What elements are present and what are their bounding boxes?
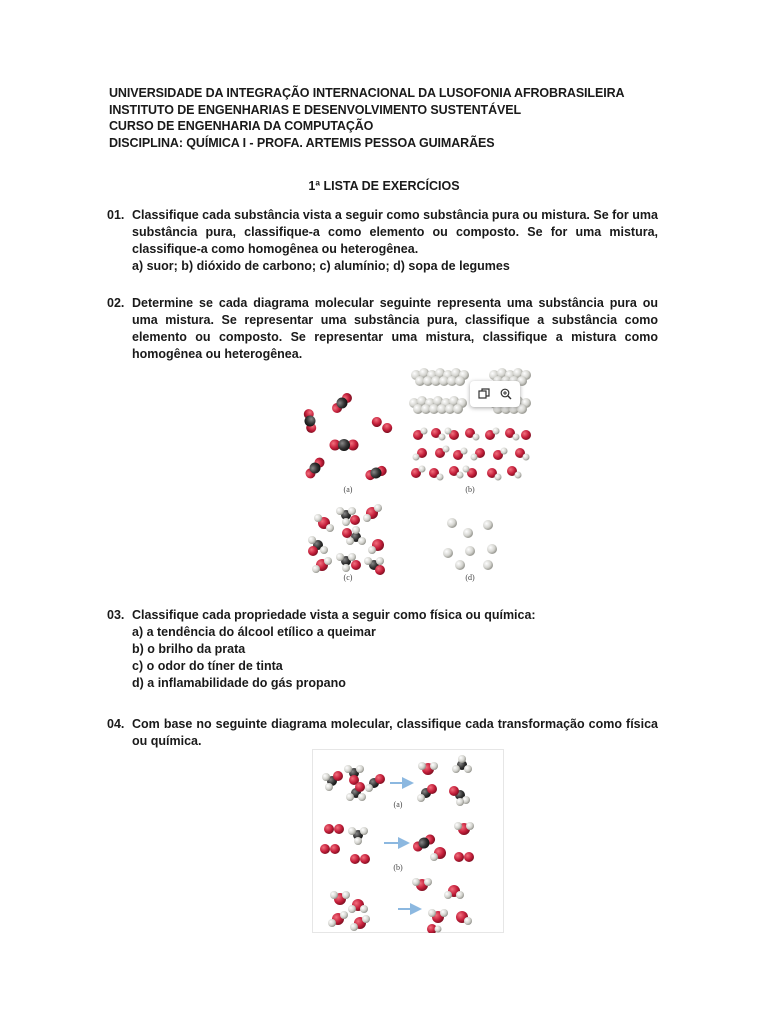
question-options: a) suor; b) dióxido de carbono; c) alumínio; d) sopa de legumes — [132, 259, 510, 273]
question-option-a: a) a tendência do álcool etílico a queimar — [132, 625, 376, 639]
question-04 — [107, 716, 658, 750]
zoom-in-icon[interactable] — [499, 387, 513, 401]
image-toolbar — [470, 381, 520, 407]
copy-icon[interactable] — [477, 387, 491, 401]
question-option-b: b) o brilho da prata — [132, 642, 246, 656]
question-02 — [107, 295, 658, 363]
question-text: Determine se cada diagrama molecular seguinte representa uma substância pura ou uma mistura. Se representar uma substância pura, classifique a substância como elemento ou composto. Se representar uma mistura, classifique a mistura como homogênea ou heterogênea. — [132, 296, 658, 361]
document-header — [109, 85, 624, 151]
question-number: 03. — [107, 608, 125, 622]
question-option-c: c) o odor do tíner de tinta — [132, 659, 283, 673]
question-03 — [107, 607, 658, 692]
panel-d — [443, 518, 497, 582]
header-university: UNIVERSIDADE DA INTEGRAÇÃO INTERNACIONAL DA LUSOFONIA AFROBRASILEIRA — [109, 86, 625, 100]
question-01 — [107, 207, 658, 275]
transformation-diagram-figure[interactable] — [312, 749, 504, 933]
panel-a — [302, 391, 394, 494]
question-number: 01. — [107, 208, 125, 222]
header-discipline: DISCIPLINA: QUÍMICA I - PROFA. ARTEMIS PESSOA GUIMARÃES — [109, 135, 495, 150]
question-number: 04. — [107, 717, 125, 731]
caption-c: (c) — [343, 573, 353, 582]
question-text: Classifique cada propriedade vista a seguir como física ou química: — [132, 608, 536, 622]
header-institute: INSTITUTO DE ENGENHARIAS E DESENVOLVIMENTO SUSTENTÁVEL — [109, 102, 522, 117]
panel-c — [308, 504, 385, 582]
caption-d: (d) — [465, 573, 475, 582]
caption-a: (a) — [393, 800, 403, 809]
question-option-d: d) a inflamabilidade do gás propano — [132, 676, 346, 690]
caption-b: (b) — [393, 863, 403, 872]
list-title: 1ª LISTA DE EXERCÍCIOS — [308, 179, 460, 193]
caption-b: (b) — [465, 485, 475, 494]
question-text: Com base no seguinte diagrama molecular, classifique cada transformação como física ou química. — [132, 717, 658, 748]
question-text: Classifique cada substância vista a seguir como substância pura ou mistura. Se for uma substância pura, classifique-a como elemento ou composto. Se for uma mistura, classifique-a como homogênea ou heterogênea. — [132, 208, 658, 256]
question-number: 02. — [107, 296, 125, 310]
caption-a: (a) — [343, 485, 353, 494]
header-course: CURSO DE ENGENHARIA DA COMPUTAÇÃO — [109, 119, 374, 133]
